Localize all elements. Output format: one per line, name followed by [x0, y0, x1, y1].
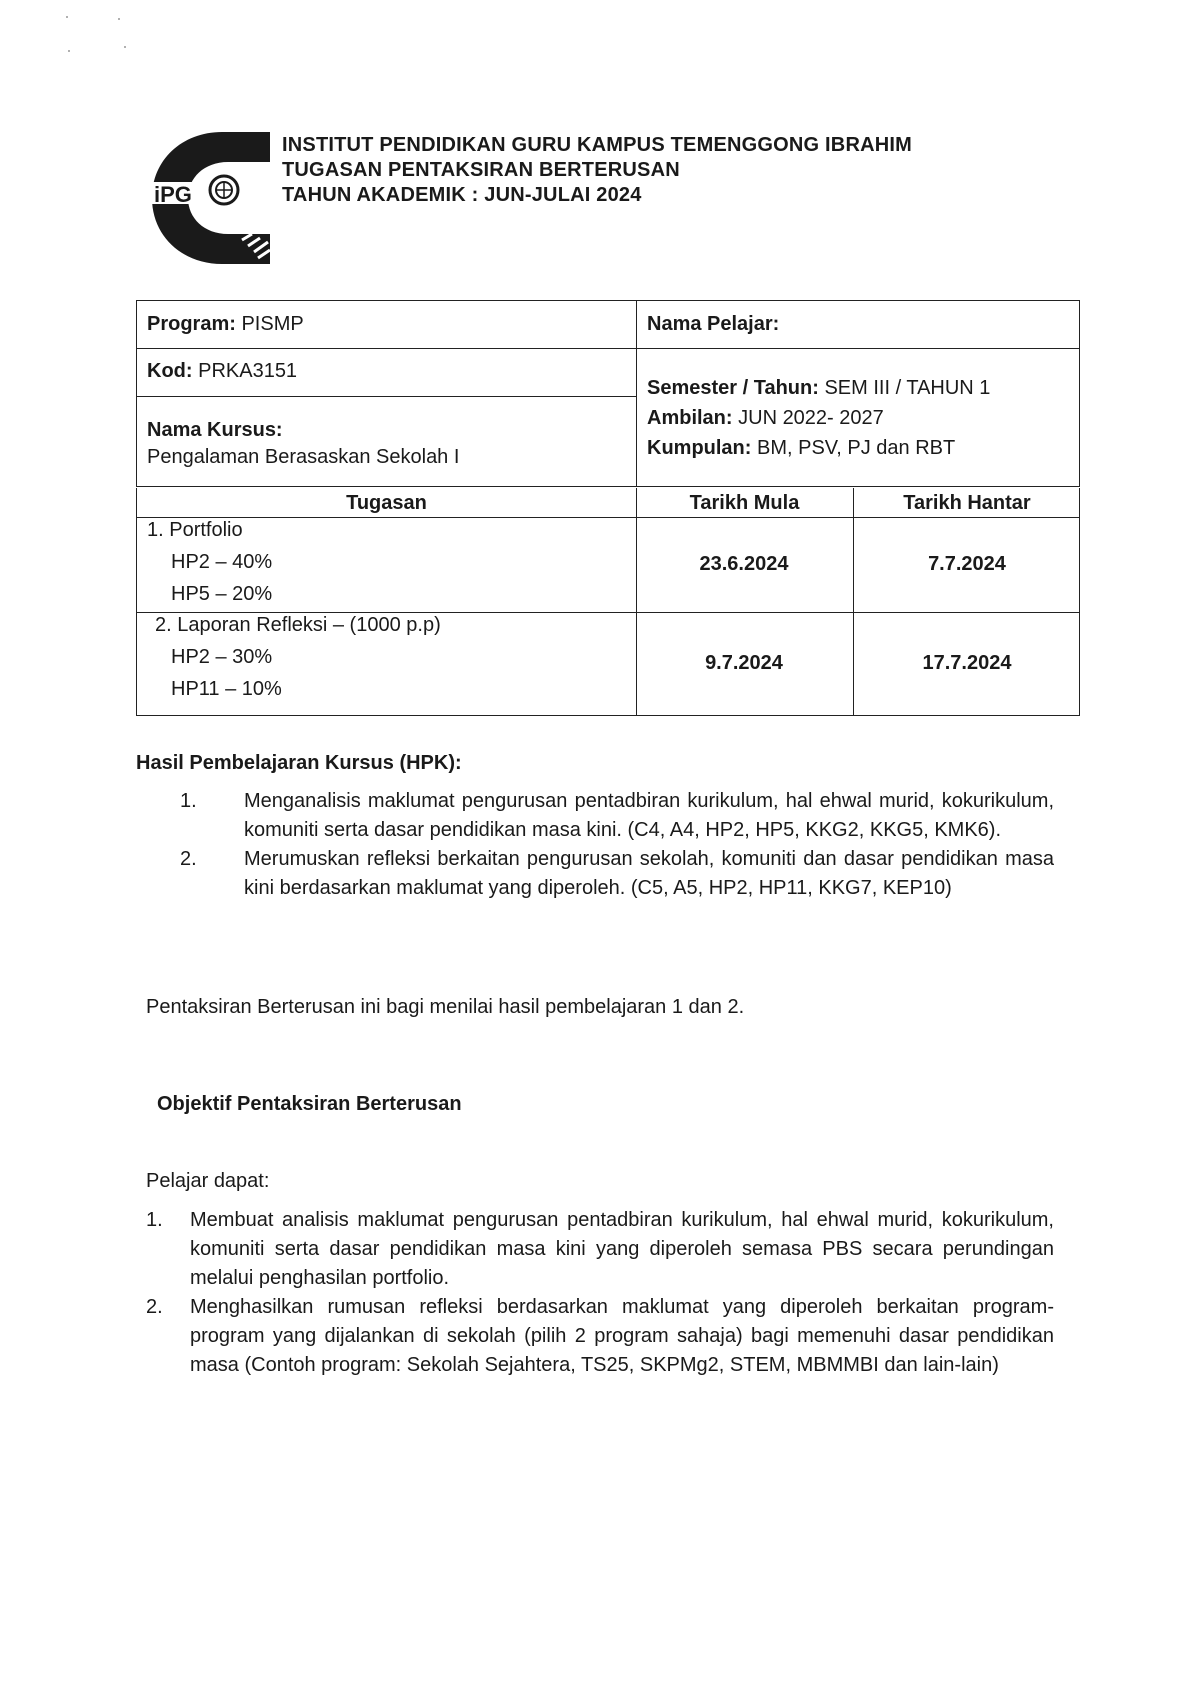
- hpk-list: [180, 787, 1054, 903]
- list-number: 2.: [146, 1296, 163, 1318]
- nama-pelajar-field: Nama Pelajar:: [647, 313, 780, 335]
- list-item: [180, 787, 1054, 845]
- list-number: 2.: [180, 848, 197, 870]
- hpk-note: Pentaksiran Berterusan ini bagi menilai hasil pembelajaran 1 dan 2.: [146, 996, 745, 1018]
- course-info-box: [136, 300, 1080, 487]
- task-table: [136, 488, 1080, 716]
- table-row: [147, 514, 272, 610]
- logo-text: iPG: [154, 182, 192, 207]
- list-number: 1.: [180, 790, 197, 812]
- document-header: [282, 133, 912, 208]
- header-assignment-type: TUGASAN PENTAKSIRAN BERTERUSAN: [282, 159, 680, 181]
- scan-speck: [124, 46, 126, 48]
- task-due-date: 7.7.2024: [928, 553, 1006, 575]
- program-field: Program: PISMP: [147, 313, 304, 335]
- header-tarikh-mula: Tarikh Mula: [689, 492, 800, 514]
- task-title: 2. Laporan Refleksi – (1000 p.p): [155, 614, 441, 636]
- list-number: 1.: [146, 1209, 163, 1231]
- scan-speck: [68, 50, 70, 52]
- task-weight: HP2 – 30%: [171, 646, 273, 668]
- objektif-title: Objektif Pentaksiran Berterusan: [157, 1093, 462, 1115]
- list-item: [146, 1293, 1054, 1380]
- task-weight: HP2 – 40%: [171, 551, 273, 573]
- ipg-logo: [152, 132, 270, 264]
- task-start-date: 23.6.2024: [699, 553, 789, 575]
- list-text: Merumuskan refleksi berkaitan pengurusan sekolah, komuniti dan dasar pendidikan masa kini berdasarkan maklumat yang diperoleh. (C5, A5, HP2, HP11, KKG7, KEP10): [244, 848, 1054, 899]
- kod-field: Kod: PRKA3151: [147, 360, 298, 382]
- task-weight: HP5 – 20%: [171, 583, 273, 605]
- task-weight: HP11 – 10%: [171, 678, 282, 700]
- task-title: 1. Portfolio: [147, 519, 243, 541]
- task-due-date: 17.7.2024: [922, 652, 1012, 674]
- scan-speck: [118, 18, 120, 20]
- list-item: [146, 1206, 1054, 1293]
- header-tugasan: Tugasan: [346, 492, 427, 514]
- list-item: [180, 845, 1054, 903]
- header-institution: INSTITUT PENDIDIKAN GURU KAMPUS TEMENGGONG IBRAHIM: [282, 134, 912, 156]
- nama-kursus-field: Nama Kursus: Pengalaman Berasaskan Sekolah I: [147, 419, 460, 468]
- task-start-date: 9.7.2024: [705, 652, 783, 674]
- header-tarikh-hantar: Tarikh Hantar: [903, 492, 1031, 514]
- table-row: [155, 609, 441, 705]
- list-text: Menghasilkan rumusan refleksi berdasarkan maklumat yang diperoleh berkaitan program-program yang dijalankan di sekolah (pilih 2 program sahaja) bagi memenuhi dasar pendidikan masa (Contoh program: Sekolah Sejahtera, TS25, SKPMg2, STEM, MBMMBI dan lain-lain): [190, 1296, 1054, 1376]
- objektif-list: [146, 1206, 1054, 1380]
- list-text: Membuat analisis maklumat pengurusan pentadbiran kurikulum, hal ehwal murid, kokurikulum, komuniti serta dasar pendidikan masa kini yang diperoleh semasa PBS secara perundingan melalui penghasilan portfolio.: [190, 1209, 1054, 1289]
- hpk-title: Hasil Pembelajaran Kursus (HPK):: [136, 752, 462, 774]
- semester-info: Semester / Tahun: SEM III / TAHUN 1 Ambilan: JUN 2022- 2027 Kumpulan: BM, PSV, PJ dan RBT: [647, 377, 991, 459]
- scan-speck: [66, 16, 68, 18]
- objektif-intro: Pelajar dapat:: [146, 1170, 270, 1192]
- list-text: Menganalisis maklumat pengurusan pentadbiran kurikulum, hal ehwal murid, kokurikulum, komuniti serta dasar pendidikan masa kini. (C4, A4, HP2, HP5, KKG2, KKG5, KMK6).: [244, 790, 1054, 841]
- header-academic-year: TAHUN AKADEMIK : JUN-JULAI 2024: [282, 184, 642, 206]
